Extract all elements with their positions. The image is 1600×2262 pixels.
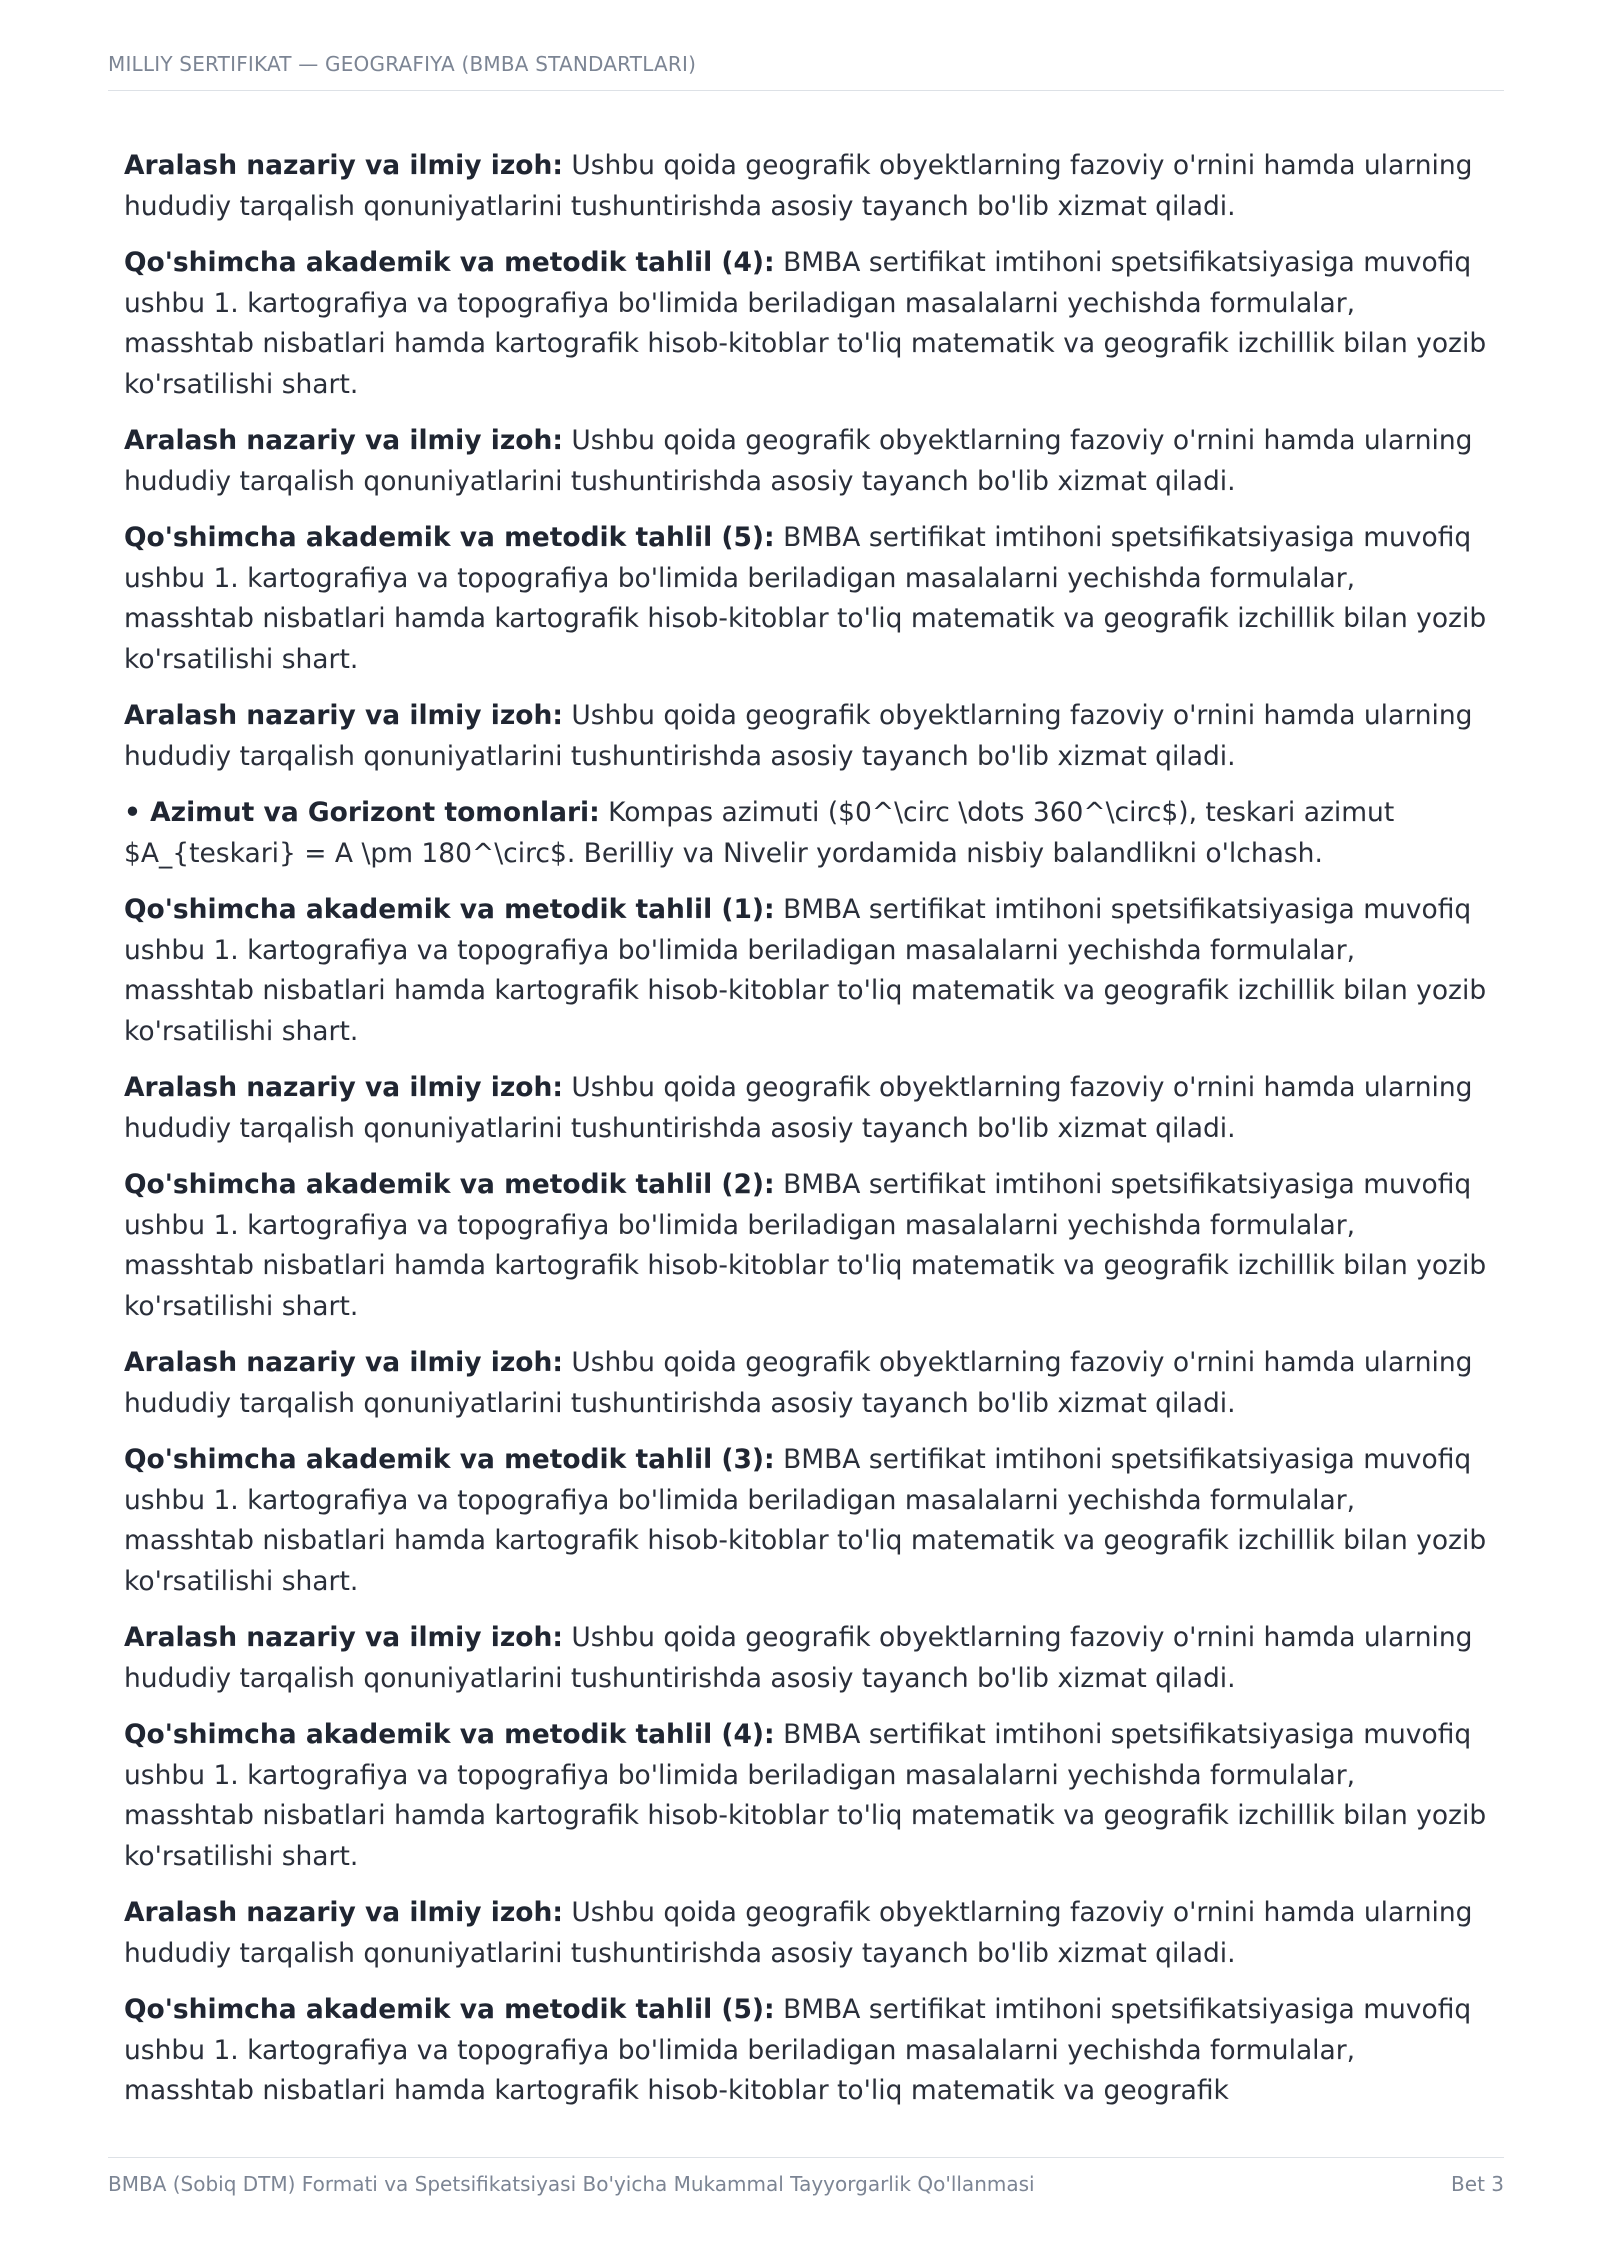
paragraph [124,1618,1488,1699]
paragraph [124,146,1488,227]
paragraph-label: Aralash nazariy va ilmiy izoh: [124,425,563,456]
paragraph-text: Ushbu qoida geografik obyektlarning fazoviy o'rnini hamda ularning hududiy tarqalish qonuniyatlarini tushuntirishda asosiy tayanch bo'lib xizmat qiladi. [124,1897,1473,1969]
paragraph-text: BMBA sertifikat imtihoni spetsifikatsiyasiga muvofiq ushbu 1. kartografiya va topografiya bo'limida beriladigan masalalarni yechishda formulalar, masshtab nisbatlari hamda kartografik hisob-kitoblar to'liq matematik va geografik izchillik bilan yozib ko'rsatilishi shart. [124,1169,1487,1322]
document-body [124,146,1488,2128]
paragraph [124,1165,1488,1327]
page-number: Bet 3 [1451,2172,1504,2196]
paragraph-label: Aralash nazariy va ilmiy izoh: [124,1072,563,1103]
footer-title: BMBA (Sobiq DTM) Formati va Spetsifikatsiyasi Bo'yicha Mukammal Tayyorgarlik Qo'llanmasi [108,2172,1035,2196]
paragraph-label: Qo'shimcha akademik va metodik tahlil (4): [124,1719,775,1750]
paragraph-text: Ushbu qoida geografik obyektlarning fazoviy o'rnini hamda ularning hududiy tarqalish qonuniyatlarini tushuntirishda asosiy tayanch bo'lib xizmat qiladi. [124,1347,1473,1419]
paragraph-label: Qo'shimcha akademik va metodik tahlil (4): [124,247,775,278]
paragraph [124,1068,1488,1149]
paragraph-text: Ushbu qoida geografik obyektlarning fazoviy o'rnini hamda ularning hududiy tarqalish qonuniyatlarini tushuntirishda asosiy tayanch bo'lib xizmat qiladi. [124,1622,1473,1694]
paragraph-label: Aralash nazariy va ilmiy izoh: [124,700,563,731]
paragraph-text: Ushbu qoida geografik obyektlarning fazoviy o'rnini hamda ularning hududiy tarqalish qonuniyatlarini tushuntirishda asosiy tayanch bo'lib xizmat qiladi. [124,150,1473,222]
paragraph-text: BMBA sertifikat imtihoni spetsifikatsiyasiga muvofiq ushbu 1. kartografiya va topografiya bo'limida beriladigan masalalarni yechishda formulalar, masshtab nisbatlari hamda kartografik hisob-kitoblar to'liq matematik va geografik izchillik bilan yozib ko'rsatilishi shart. [124,1444,1487,1597]
footer-divider [108,2157,1504,2158]
page-footer [108,2172,1504,2196]
paragraph [124,696,1488,777]
bullet-item [124,793,1488,874]
paragraph-text: Ushbu qoida geografik obyektlarning fazoviy o'rnini hamda ularning hududiy tarqalish qonuniyatlarini tushuntirishda asosiy tayanch bo'lib xizmat qiladi. [124,1072,1473,1144]
paragraph [124,890,1488,1052]
bullet-text: Kompas azimuti ($0^\circ \dots 360^\circ$), teskari azimut $A_{teskari} = A \pm 180^\circ$. Berilliy va Nivelir yordamida nisbiy balandlikni o'lchash. [124,797,1395,869]
paragraph-text: Ushbu qoida geografik obyektlarning fazoviy o'rnini hamda ularning hududiy tarqalish qonuniyatlarini tushuntirishda asosiy tayanch bo'lib xizmat qiladi. [124,425,1473,497]
paragraph-text: Ushbu qoida geografik obyektlarning fazoviy o'rnini hamda ularning hududiy tarqalish qonuniyatlarini tushuntirishda asosiy tayanch bo'lib xizmat qiladi. [124,700,1473,772]
paragraph [124,1990,1488,2112]
paragraph-label: Qo'shimcha akademik va metodik tahlil (5): [124,1994,775,2025]
header-divider [108,90,1504,91]
paragraph-label: Aralash nazariy va ilmiy izoh: [124,150,563,181]
paragraph [124,518,1488,680]
paragraph-text: BMBA sertifikat imtihoni spetsifikatsiyasiga muvofiq ushbu 1. kartografiya va topografiya bo'limida beriladigan masalalarni yechishda formulalar, masshtab nisbatlari hamda kartografik hisob-kitoblar to'liq matematik va geografik [124,1994,1472,2106]
bullet-label: • Azimut va Gorizont tomonlari: [124,797,600,828]
paragraph-label: Qo'shimcha akademik va metodik tahlil (5): [124,522,775,553]
paragraph [124,1440,1488,1602]
paragraph-text: BMBA sertifikat imtihoni spetsifikatsiyasiga muvofiq ushbu 1. kartografiya va topografiya bo'limida beriladigan masalalarni yechishda formulalar, masshtab nisbatlari hamda kartografik hisob-kitoblar to'liq matematik va geografik izchillik bilan yozib ko'rsatilishi shart. [124,247,1487,400]
paragraph [124,421,1488,502]
paragraph-label: Aralash nazariy va ilmiy izoh: [124,1347,563,1378]
paragraph [124,1343,1488,1424]
paragraph-text: BMBA sertifikat imtihoni spetsifikatsiyasiga muvofiq ushbu 1. kartografiya va topografiya bo'limida beriladigan masalalarni yechishda formulalar, masshtab nisbatlari hamda kartografik hisob-kitoblar to'liq matematik va geografik izchillik bilan yozib ko'rsatilishi shart. [124,1719,1487,1872]
paragraph-text: BMBA sertifikat imtihoni spetsifikatsiyasiga muvofiq ushbu 1. kartografiya va topografiya bo'limida beriladigan masalalarni yechishda formulalar, masshtab nisbatlari hamda kartografik hisob-kitoblar to'liq matematik va geografik izchillik bilan yozib ko'rsatilishi shart. [124,894,1487,1047]
paragraph-text: BMBA sertifikat imtihoni spetsifikatsiyasiga muvofiq ushbu 1. kartografiya va topografiya bo'limida beriladigan masalalarni yechishda formulalar, masshtab nisbatlari hamda kartografik hisob-kitoblar to'liq matematik va geografik izchillik bilan yozib ko'rsatilishi shart. [124,522,1487,675]
paragraph-label: Qo'shimcha akademik va metodik tahlil (2): [124,1169,775,1200]
paragraph [124,1715,1488,1877]
paragraph [124,1893,1488,1974]
paragraph [124,243,1488,405]
paragraph-label: Aralash nazariy va ilmiy izoh: [124,1622,563,1653]
paragraph-label: Qo'shimcha akademik va metodik tahlil (3): [124,1444,775,1475]
paragraph-label: Qo'shimcha akademik va metodik tahlil (1): [124,894,775,925]
page-header: MILLIY SERTIFIKAT — GEOGRAFIYA (BMBA STANDARTLARI) [108,52,697,76]
paragraph-label: Aralash nazariy va ilmiy izoh: [124,1897,563,1928]
